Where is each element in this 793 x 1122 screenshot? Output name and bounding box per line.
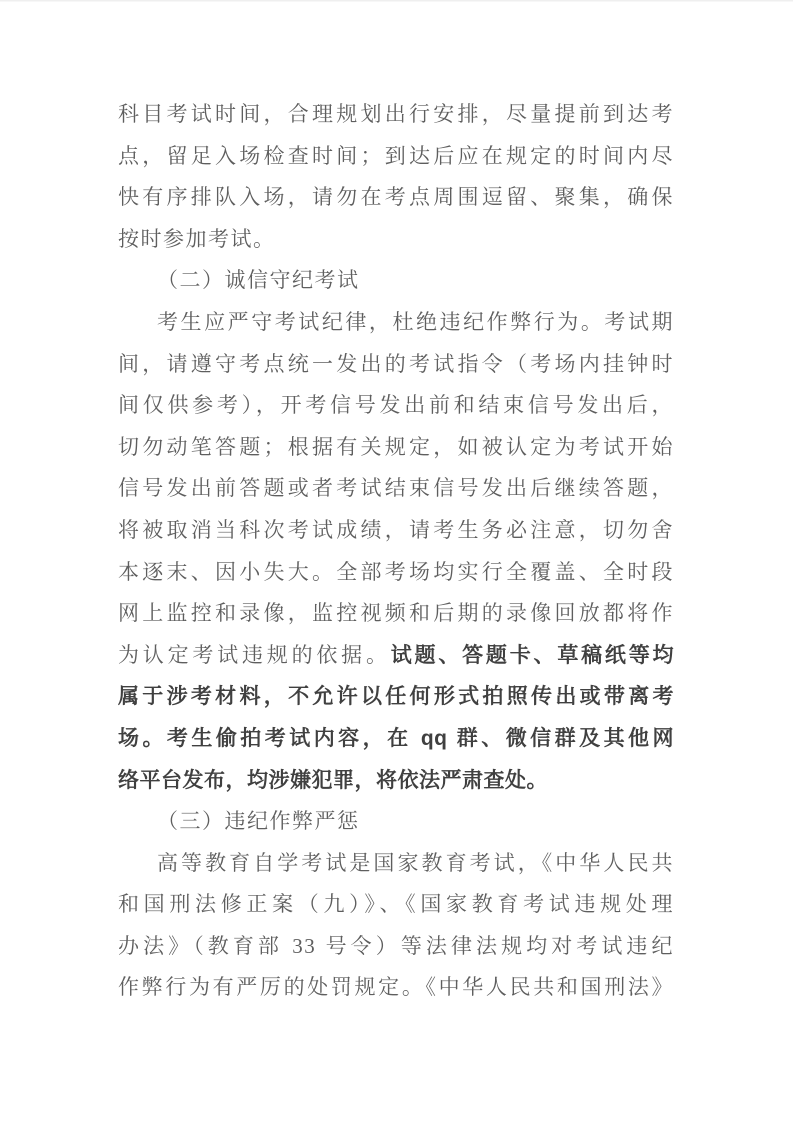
text-line — [118, 552, 674, 594]
text-line — [118, 385, 674, 427]
text-run: 和国刑法修正案（九）》、《国家教育考试违规处理 — [118, 892, 674, 917]
bold-warning-text-run: 试题、答题卡、草稿纸等均 — [390, 643, 674, 667]
text-run: 作弊行为有严厉的处罚规定。《中华人民共和国刑法》 — [118, 975, 674, 1000]
text-run: 本逐末、因小失大。全部考场均实行全覆盖、全时段 — [118, 559, 674, 584]
text-line — [118, 593, 674, 635]
text-line — [118, 926, 674, 968]
text-run: 考生应严守考试纪律，杜绝违纪作弊行为。考试期 — [157, 309, 674, 334]
text-line — [118, 760, 674, 802]
document-text-block — [118, 94, 674, 1009]
text-run: 网上监控和录像，监控视频和后期的录像回放都将作 — [118, 601, 674, 626]
text-run: 为认定考试违规的依据。 — [118, 642, 391, 667]
text-run: 信号发出前答题或者考试结束信号发出后继续答题， — [118, 476, 674, 501]
para-exam-discipline — [118, 302, 674, 801]
bold-warning-text-run: 络平台发布，均涉嫌犯罪，将依法严肃查处。 — [118, 768, 548, 792]
text-line — [118, 967, 674, 1009]
text-line — [118, 510, 674, 552]
heading-text-run: （二）诚信守纪考试 — [157, 268, 360, 293]
section-heading — [118, 260, 674, 302]
para-cheating-punishment — [118, 843, 674, 1009]
text-line — [118, 136, 674, 178]
text-line — [118, 676, 674, 718]
page-top-edge-divider — [0, 0, 793, 2]
text-line — [118, 427, 674, 469]
heading-text-run: （三）违纪作弊严惩 — [157, 809, 360, 834]
text-line — [118, 635, 674, 677]
bold-warning-text-run: 属于涉考材料，不允许以任何形式拍照传出或带离考 — [118, 685, 674, 709]
text-run: 间仅供参考），开考信号发出前和结束信号发出后， — [118, 393, 674, 418]
text-run: 间，请遵守考点统一发出的考试指令（考场内挂钟时 — [118, 351, 674, 376]
text-run: 办法》（教育部 33 号令）等法律法规均对考试违纪 — [118, 933, 674, 958]
text-line — [118, 884, 674, 926]
text-line — [118, 302, 674, 344]
heading-section-3 — [118, 801, 674, 843]
section-heading — [118, 801, 674, 843]
text-run: 点，留足入场检查时间；到达后应在规定的时间内尽 — [118, 143, 674, 168]
text-run: 将被取消当科次考试成绩，请考生务必注意，切勿舍 — [118, 517, 674, 542]
para-exam-arrival — [118, 94, 674, 260]
text-line — [118, 177, 674, 219]
text-line — [118, 94, 674, 136]
text-line — [118, 344, 674, 386]
text-run: 科目考试时间，合理规划出行安排，尽量提前到达考 — [118, 102, 674, 126]
heading-section-2 — [118, 260, 674, 302]
text-line — [118, 718, 674, 760]
text-run: 按时参加考试。 — [118, 226, 276, 251]
text-line — [118, 219, 674, 261]
text-run: 快有序排队入场，请勿在考点周围逗留、聚集，确保 — [118, 185, 674, 210]
text-run: 切勿动笔答题；根据有关规定，如被认定为考试开始 — [118, 434, 674, 459]
text-line — [118, 843, 674, 885]
bold-warning-text-run: 场。考生偷拍考试内容，在 qq 群、微信群及其他网 — [118, 726, 674, 750]
text-line — [118, 468, 674, 510]
text-run: 高等教育自学考试是国家教育考试，《中华人民共 — [157, 850, 674, 875]
